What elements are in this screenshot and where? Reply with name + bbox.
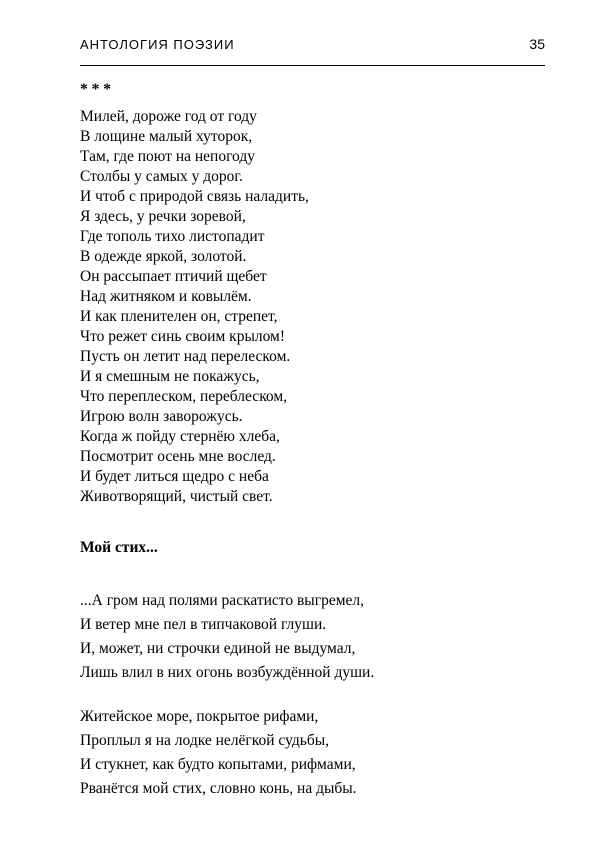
- poem-line: ...А гром над полями раскатисто выгремел,: [80, 592, 365, 609]
- page-header: [80, 36, 545, 52]
- poem-line: Что переплеском, переблеском,: [80, 388, 288, 405]
- poem-line: Лишь влил в них огонь возбуждённой души.: [80, 664, 375, 681]
- poem-line: Столбы у самых у дорог.: [80, 168, 243, 185]
- poem-line: И ветер мне пел в типчаковой глуши.: [80, 616, 327, 633]
- poem-section-1: [80, 81, 545, 507]
- poem-line: Животворящий, чистый свет.: [80, 488, 273, 505]
- poem-line: Проплыл я на лодке нелёгкой судьбы,: [80, 732, 330, 749]
- poem-line: В одежде яркой, золотой.: [80, 248, 247, 265]
- running-header-title: АНТОЛОГИЯ ПОЭЗИИ: [80, 37, 235, 52]
- poem-line: И как пленителен он, стрепет,: [80, 308, 278, 325]
- poem-line: Когда ж пойду стернёю хлеба,: [80, 428, 280, 445]
- poem-line: И, может, ни строчки единой не выдумал,: [80, 640, 356, 657]
- poem-line: И чтоб с природой связь наладить,: [80, 188, 309, 205]
- poem-line: И стукнет, как будто копытами, рифмами,: [80, 756, 356, 773]
- poem-line: Где тополь тихо листопадит: [80, 228, 265, 245]
- poem-line: Он рассыпает птичий щебет: [80, 268, 267, 285]
- poem-line: Там, где поют на непогоду: [80, 148, 255, 165]
- poem-line: Милей, дороже год от году: [80, 108, 257, 125]
- poem-line: Над житняком и ковылём.: [80, 288, 252, 305]
- page-number: 35: [529, 36, 545, 52]
- poem-title-moy-stih: Мой стих...: [80, 539, 158, 556]
- poem-line: Я здесь, у речки зоревой,: [80, 208, 246, 225]
- poem-section-2: [80, 539, 545, 801]
- poem-line: Житейское море, покрытое рифами,: [80, 708, 319, 725]
- poem-line: Игрою волн заворожусь.: [80, 408, 243, 425]
- poem-body-1: [80, 107, 545, 507]
- poem-2-stanza-2: [80, 705, 545, 801]
- poem-title-asterisks: * * *: [80, 81, 111, 98]
- poem-line: Рванётся мой стих, словно конь, на дыбы.: [80, 780, 357, 797]
- poem-2-stanza-1: [80, 589, 545, 685]
- header-divider: [80, 65, 545, 66]
- poem-line: Посмотрит осень мне вослед.: [80, 448, 276, 465]
- poem-line: И я смешным не покажусь,: [80, 368, 260, 385]
- poem-line: И будет литься щедро с неба: [80, 468, 269, 485]
- poem-line: В лощине малый хуторок,: [80, 128, 253, 145]
- poem-line: Пусть он летит над перелеском.: [80, 348, 291, 365]
- page-content: [80, 36, 545, 801]
- poem-line: Что режет синь своим крылом!: [80, 328, 286, 345]
